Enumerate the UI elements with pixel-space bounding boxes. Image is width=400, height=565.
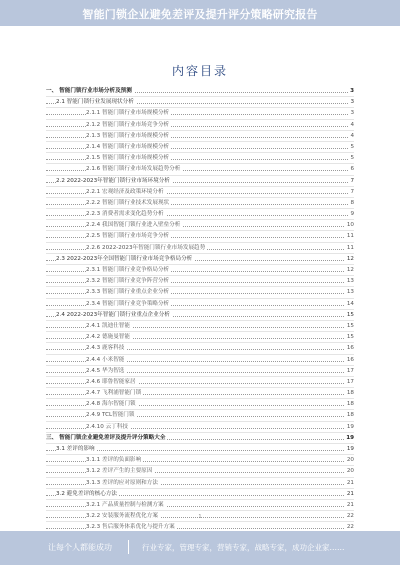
toc-entry[interactable] <box>46 455 354 466</box>
toc-entry-title: 3.1.1 差评的负面影响 <box>86 455 143 465</box>
footer-tagline: 行业专家，管理专家，营销专家，战略专家，成功企业家…… <box>142 543 345 552</box>
toc-entry[interactable] <box>46 108 354 119</box>
toc-entry[interactable] <box>46 310 354 321</box>
toc-entry[interactable] <box>46 433 354 444</box>
toc-entry-title: 2.4.10 云丁科技 <box>86 422 130 432</box>
toc-entry-title: 3.2 避免差评的核心方法 <box>56 489 119 499</box>
toc-entry-title: 3.1.2 差评产生的主要原因 <box>86 466 154 476</box>
toc-entry-page: 18 <box>345 399 354 409</box>
toc-entry-page: 21 <box>345 500 354 510</box>
toc-entry[interactable] <box>46 220 354 231</box>
toc-entry-page: 5 <box>348 153 354 163</box>
toc-entry-title: 2.1.1 智能门锁行业市场规模分析 <box>86 108 171 118</box>
page-number: 1 <box>198 514 202 520</box>
toc-entry-page: 13 <box>345 276 354 286</box>
toc-entry[interactable] <box>46 153 354 164</box>
toc-entry-title: 2.4.8 海尔智能门锁 <box>86 399 138 409</box>
toc-entry-page: 19 <box>345 422 354 432</box>
toc-entry-page: 5 <box>348 142 354 152</box>
toc-entry[interactable] <box>46 287 354 298</box>
toc-entry-title: 2.2.4 我国智能门锁行业进入壁垒分析 <box>86 220 182 230</box>
toc-entry[interactable] <box>46 198 354 209</box>
toc-entry[interactable] <box>46 209 354 220</box>
report-header-bar <box>0 0 400 26</box>
toc-entry-page: 19 <box>345 444 354 454</box>
toc-entry-title: 3.2.2 安装服务流程优化方案 <box>86 511 160 521</box>
toc-entry-page: 17 <box>345 366 354 376</box>
footer-slogan: 让每个人都能成功 <box>48 543 112 552</box>
toc-entry[interactable] <box>46 86 354 97</box>
toc-entry[interactable] <box>46 164 354 175</box>
toc-entry-page: 18 <box>345 388 354 398</box>
toc-entry-title: 2.2.6 2022-2023年智能门锁行业市场发展趋势 <box>86 243 207 253</box>
toc-entry-page: 20 <box>345 455 354 465</box>
toc-entry[interactable] <box>46 131 354 142</box>
toc-entry[interactable] <box>46 343 354 354</box>
toc-entry-title: 2.1.3 智能门锁行业市场规模分析 <box>86 131 171 141</box>
toc-entry[interactable] <box>46 422 354 433</box>
toc-entry-page: 19 <box>344 433 354 443</box>
report-title: 智能门锁企业避免差评及提升评分策略研究报告 <box>82 8 318 21</box>
toc-entry-page: 4 <box>348 120 354 130</box>
toc-entry-title: 一、 智能门锁行业市场分析及预测 <box>46 86 134 96</box>
toc-entry-page: 8 <box>348 198 354 208</box>
toc-entry-page: 15 <box>345 310 354 320</box>
toc-entry-page: 16 <box>345 355 354 365</box>
toc-entry-title: 2.4.7 飞利浦智能门锁 <box>86 388 143 398</box>
toc-entry-page: 10 <box>345 220 354 230</box>
toc-entry-title: 2.4.3 鹿客科技 <box>86 343 126 353</box>
toc-entry-title: 2.4.5 华为智选 <box>86 366 126 376</box>
toc-entry-title: 2.1.5 智能门锁行业市场规模分析 <box>86 153 171 163</box>
toc-entry-page: 7 <box>348 187 354 197</box>
toc-entry-page: 21 <box>345 478 354 488</box>
toc-heading: 内容目录 <box>171 64 228 78</box>
toc-entry-title: 2.3 2022-2023年全国智能门锁行业市场竞争格局分析 <box>56 254 194 264</box>
toc-entry-page: 22 <box>345 522 354 532</box>
toc-entry-page: 18 <box>345 410 354 420</box>
toc-entry[interactable] <box>46 466 354 477</box>
toc-entry[interactable] <box>46 231 354 242</box>
toc-entry-page: 21 <box>345 489 354 499</box>
toc-entry-page: 16 <box>345 343 354 353</box>
toc-entry-title: 2.2.2 智能门锁行业技术发展现状 <box>86 198 171 208</box>
toc-entry-title: 2.1.6 智能门锁行业市场发展趋势分析 <box>86 164 182 174</box>
toc-entry-page: 11 <box>345 231 354 241</box>
toc-entry[interactable] <box>46 276 354 287</box>
toc-entry-title: 2.4.2 德施曼智能 <box>86 332 132 342</box>
toc-entry-title: 3.2.3 售后服务体系优化与提升方案 <box>86 522 177 532</box>
toc-entry-page: 6 <box>348 164 354 174</box>
toc-entry-page: 15 <box>345 332 354 342</box>
toc-entry-page: 12 <box>345 265 354 275</box>
toc-entry[interactable] <box>46 399 354 410</box>
toc-entry-page: 3 <box>348 86 354 96</box>
toc-entry-page: 3 <box>348 108 354 118</box>
toc-entry[interactable] <box>46 142 354 153</box>
toc-entry-title: 3.1.3 差评的应对原则和方法 <box>86 478 160 488</box>
toc-entry-title: 2.2.5 智能门锁行业市场竞争分析 <box>86 231 171 241</box>
toc-entry-title: 3.2.1 产品质量控制与检测方案 <box>86 500 166 510</box>
toc-entry[interactable] <box>46 388 354 399</box>
toc-entry-title: 三、 智能门锁企业避免差评及提升评分策略大全 <box>46 433 167 443</box>
toc-entry-page: 17 <box>345 377 354 387</box>
toc-entry-page: 22 <box>345 511 354 521</box>
toc-entry[interactable] <box>46 489 354 500</box>
toc-entry-title: 2.4.6 耶鲁智能家居 <box>86 377 138 387</box>
toc-entry[interactable] <box>46 444 354 455</box>
toc-entry-title: 2.2.1 宏观经济及政策环境分析 <box>86 187 166 197</box>
toc-entry[interactable] <box>46 299 354 310</box>
toc-entry[interactable] <box>46 478 354 489</box>
toc-entry-title: 2.2.3 消费者需求变化趋势分析 <box>86 209 166 219</box>
toc-entry-title: 2.1 智能门锁行业发展现状分析 <box>56 97 136 107</box>
toc-entry[interactable] <box>46 97 354 108</box>
toc-entry[interactable] <box>46 187 354 198</box>
toc-entry-page: 9 <box>348 209 354 219</box>
toc-entry[interactable] <box>46 254 354 265</box>
toc-entry-page: 11 <box>345 243 354 253</box>
toc-entry[interactable] <box>46 500 354 511</box>
toc-entry-page: 20 <box>345 466 354 476</box>
toc-entry-title: 2.1.4 智能门锁行业市场规模分析 <box>86 142 171 152</box>
toc-entry-title: 2.3.2 智能门锁行业竞争阵营分析 <box>86 276 171 286</box>
toc-entry[interactable] <box>46 377 354 388</box>
toc-entry-title: 3.1 差评的影响 <box>56 444 97 454</box>
toc-entry-page: 15 <box>345 321 354 331</box>
toc-entry[interactable] <box>46 243 354 254</box>
toc-entry-page: 4 <box>348 131 354 141</box>
toc-entry-page: 7 <box>348 176 354 186</box>
toc-entry-title: 2.3.3 智能门锁行业重点企业分析 <box>86 287 171 297</box>
toc-entry-title: 2.1.2 智能门锁行业市场竞争分析 <box>86 120 171 130</box>
toc-entry-title: 2.4.4 小米智能 <box>86 355 126 365</box>
toc-entry-title: 2.4.9 TCL智能门锁 <box>86 410 137 420</box>
table-of-contents <box>46 86 354 534</box>
toc-entry[interactable] <box>46 321 354 332</box>
footer-divider <box>128 540 129 554</box>
toc-entry-title: 2.4 2022-2023年智能门锁行业重点企业分析 <box>56 310 172 320</box>
toc-entry[interactable] <box>46 332 354 343</box>
toc-entry-title: 2.3.1 智能门锁行业竞争格局分析 <box>86 265 171 275</box>
toc-entry-title: 2.4.1 凯迪仕智能 <box>86 321 132 331</box>
toc-entry[interactable] <box>46 355 354 366</box>
toc-entry-page: 14 <box>345 299 354 309</box>
toc-entry-page: 3 <box>348 97 354 107</box>
toc-entry-page: 13 <box>345 287 354 297</box>
toc-entry[interactable] <box>46 120 354 131</box>
toc-entry[interactable] <box>46 410 354 421</box>
toc-entry-title: 2.3.4 智能门锁行业竞争策略分析 <box>86 299 171 309</box>
toc-entry[interactable] <box>46 265 354 276</box>
toc-entry-page: 12 <box>345 254 354 264</box>
toc-entry[interactable] <box>46 366 354 377</box>
toc-entry-title: 2.2 2022-2023年智能门锁行业市场环境分析 <box>56 176 172 186</box>
toc-entry[interactable] <box>46 176 354 187</box>
footer-bar <box>0 531 400 565</box>
